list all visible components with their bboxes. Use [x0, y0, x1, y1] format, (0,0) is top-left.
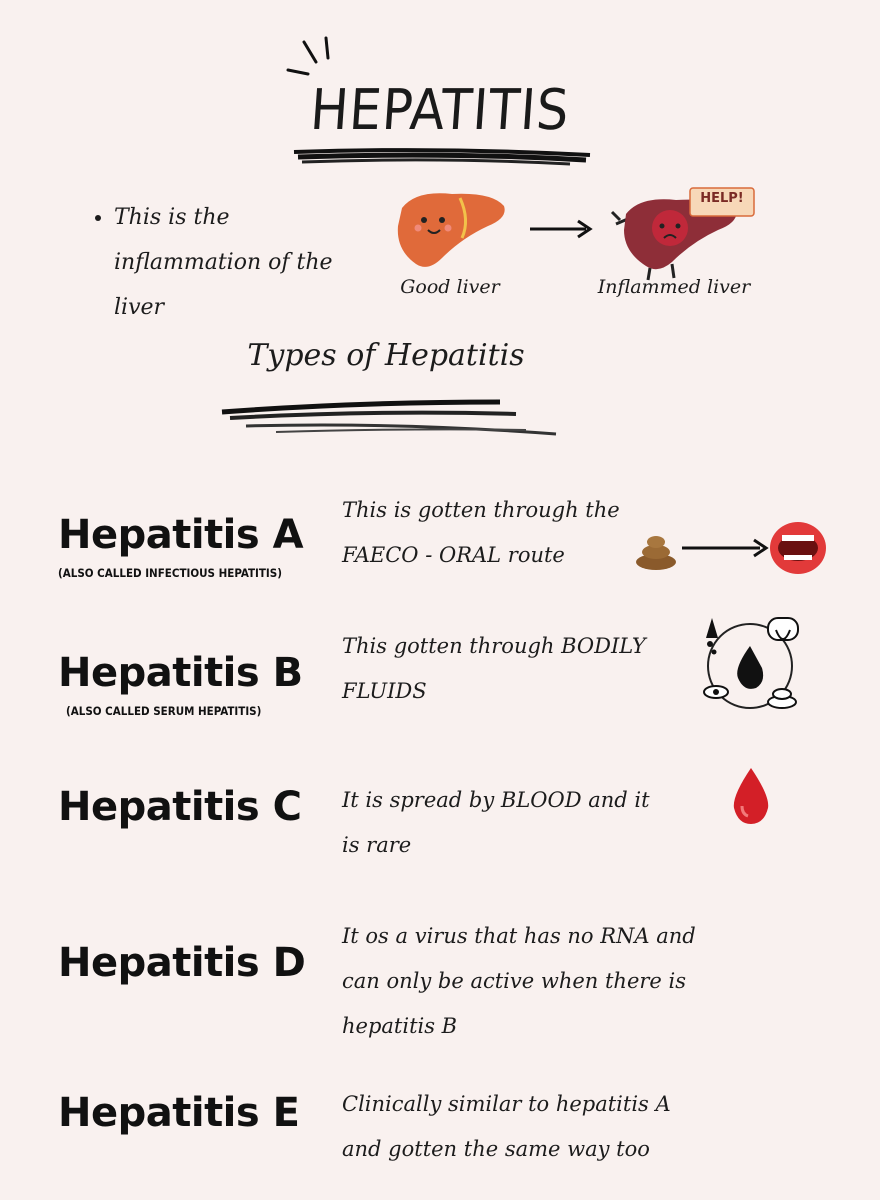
good-liver-caption: Good liver	[400, 276, 500, 298]
types-brush-underline	[216, 394, 566, 444]
type-description-c: It is spread by BLOOD and it is rare	[342, 788, 650, 857]
faeces-to-mouth-icon	[632, 518, 832, 580]
type-description-b: This gotten through BODILY FLUIDS	[342, 634, 646, 703]
page-title: HEPATITIS	[308, 78, 572, 143]
intro-bullet-text: • This is the inflammation of the liver	[114, 195, 338, 330]
arrow-right-icon	[528, 218, 594, 240]
blood-drop-icon	[728, 766, 774, 826]
types-heading: Types of Hepatitis	[247, 338, 525, 373]
inflamed-liver-caption: Inflammed liver	[597, 276, 751, 298]
title-brush-underline	[290, 146, 600, 170]
type-description-e: Clinically similar to hepatitis A and gotten the same way too	[342, 1092, 671, 1161]
type-description-d: It os a virus that has no RNA and can only be active when there is hepatitis B	[342, 924, 696, 1038]
bodily-fluids-icon	[696, 612, 806, 716]
good-liver-icon	[390, 186, 510, 278]
type-name-b: Hepatitis B	[58, 650, 303, 696]
type-name-a: Hepatitis A	[58, 512, 304, 558]
type-name-d: Hepatitis D	[58, 940, 306, 986]
help-sign-text: HELP!	[700, 191, 744, 206]
intro-bullet	[88, 195, 338, 330]
type-subtitle-b: (ALSO CALLED SERUM HEPATITIS)	[66, 704, 262, 718]
type-name-c: Hepatitis C	[58, 784, 302, 830]
type-description-a: This is gotten through the FAECO - ORAL route	[342, 498, 620, 567]
type-name-e: Hepatitis E	[58, 1090, 300, 1136]
type-subtitle-a: (ALSO CALLED INFECTIOUS HEPATITIS)	[58, 566, 282, 580]
